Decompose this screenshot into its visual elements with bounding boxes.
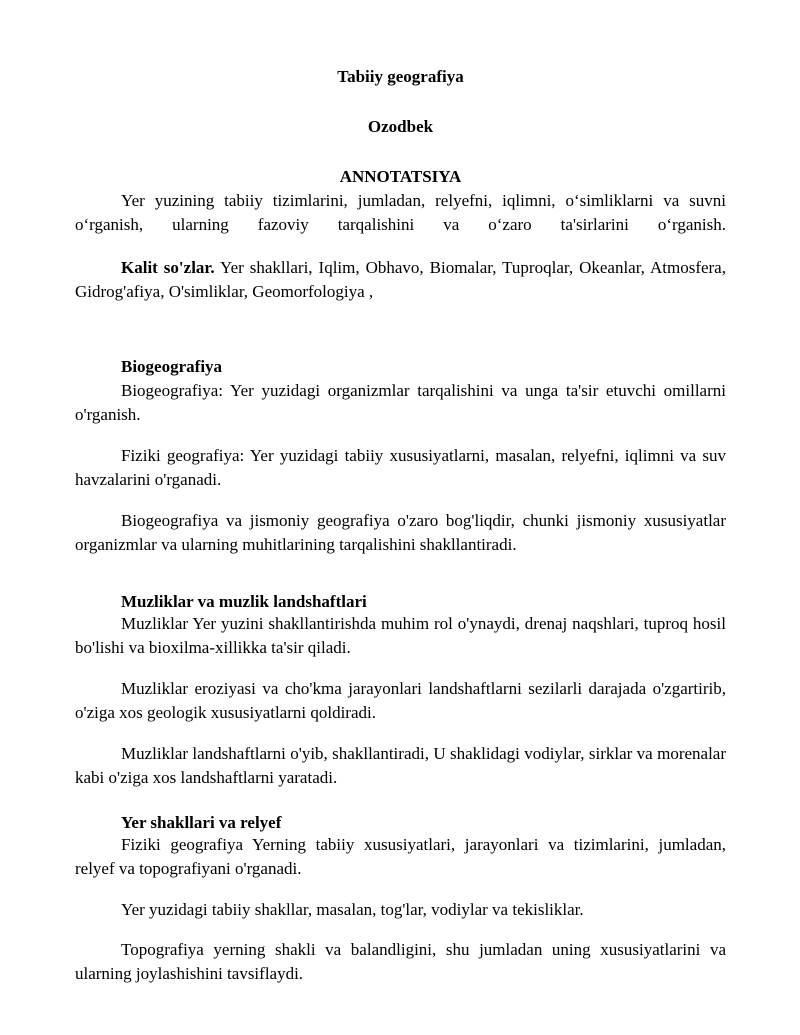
section-muzliklar <box>75 590 726 614</box>
section-yer-shakllari <box>75 811 726 835</box>
section-paragraph <box>75 509 726 557</box>
paragraph: Yer yuzidagi tabiiy shakllar, masalan, tog'lar, vodiylar va tekisliklar. <box>121 900 584 919</box>
document-title: Tabiiy geografiya <box>337 67 464 86</box>
section-heading: Yer shakllari va relyef <box>121 813 282 832</box>
keywords-label: Kalit so'zlar. <box>121 258 215 277</box>
paragraph: Muzliklar landshaftlarni o'yib, shakllantiradi, U shaklidagi vodiylar, sirklar va morenalar kabi o'ziga xos landshaftlarni yaratadi. <box>75 744 726 787</box>
annotation-heading: ANNOTATSIYA <box>339 167 462 186</box>
keywords-text: Yer shakllari, Iqlim, Obhavo, Biomalar, Tuproqlar, Okeanlar, Atmosfera, Gidrog'afiya, O'simliklar, Geomorfologiya , <box>75 258 726 301</box>
section-heading: Muzliklar va muzlik landshaftlari <box>121 592 367 611</box>
keywords-paragraph <box>75 256 726 304</box>
section-paragraph <box>75 677 726 725</box>
paragraph: Biogeografiya va jismoniy geografiya o'zaro bog'liqdir, chunki jismoniy xususiyatlar organizmlar va ularning muhitlarining tarqalishini shakllantiradi. <box>75 511 726 554</box>
section-paragraph <box>75 898 726 922</box>
section-paragraph <box>75 742 726 790</box>
document-author: Ozodbek <box>367 117 434 136</box>
paragraph: Biogeografiya: Yer yuzidagi organizmlar tarqalishini va unga ta'sir etuvchi omillarni o'rganish. <box>75 381 726 424</box>
paragraph: Topografiya yerning shakli va balandligini, shu jumladan uning xususiyatlarini va ularning joylashishini tavsiflaydi. <box>75 940 726 983</box>
section-paragraph <box>75 444 726 492</box>
section-paragraph <box>75 612 726 660</box>
section-paragraph <box>75 379 726 427</box>
section-biogeografiya <box>75 355 726 379</box>
section-heading: Biogeografiya <box>121 357 223 376</box>
section-paragraph <box>75 938 726 986</box>
paragraph: Muzliklar Yer yuzini shakllantirishda muhim rol o'ynaydi, drenaj naqshlari, tuproq hosil bo'lishi va bioxilma-xillikka ta'sir qiladi. <box>75 614 726 657</box>
paragraph: Muzliklar eroziyasi va cho'kma jarayonlari landshaftlarni sezilarli darajada o'zgartirib, o'ziga xos geologik xususiyatlarni qoldiradi. <box>75 679 726 722</box>
annotation-block <box>75 189 726 237</box>
paragraph: Fiziki geografiya Yerning tabiiy xususiyatlari, jarayonlari va tizimlarini, jumladan, relyef va topografiyani o'rganadi. <box>75 835 726 878</box>
annotation-text: Yer yuzining tabiiy tizimlarini, jumladan, relyefni, iqlimni, o‘simliklarni va suvni o‘rganish, ularning fazoviy tarqalishini va o‘zaro ta'sirlarini o‘rganish. <box>75 191 726 234</box>
section-paragraph <box>75 833 726 881</box>
keywords-block <box>75 256 726 304</box>
paragraph: Fiziki geografiya: Yer yuzidagi tabiiy xususiyatlarni, masalan, relyefni, iqlimni va suv havzalarini o'rganadi. <box>75 446 726 489</box>
